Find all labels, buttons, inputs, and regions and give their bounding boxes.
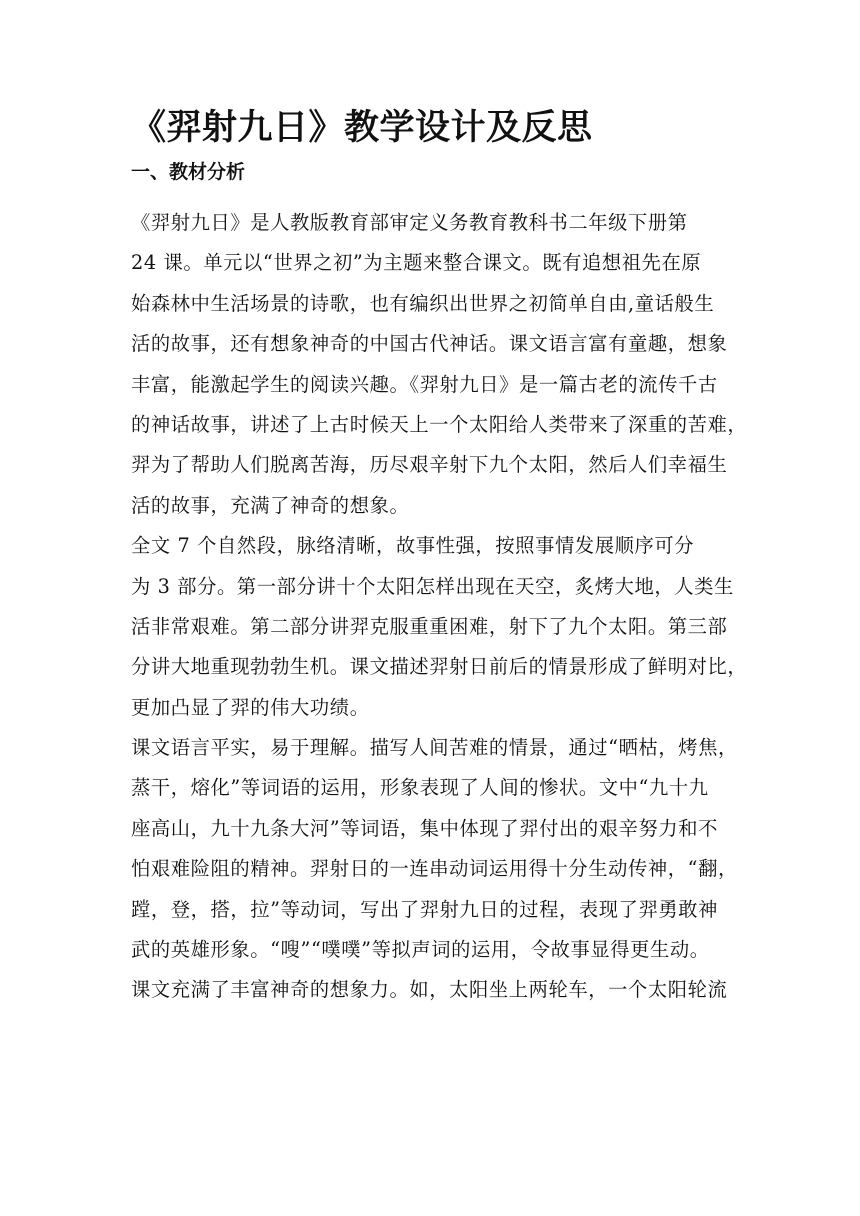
text-line: 丰富，能激起学生的阅读兴趣。《羿射九日》是一篇古老的流传千古 [131, 372, 718, 396]
text-line: 更加凸显了羿的伟大功绩。 [131, 695, 370, 719]
text-line: 羿为了帮助人们脱离苦海，历尽艰辛射下九个太阳，然后人们幸福生 [131, 453, 728, 477]
text-line: 24 课。单元以“世界之初”为主题来整合课文。既有追想祖先在原 [131, 251, 702, 275]
text-line: 课文语言平实，易于理解。描写人间苦难的情景，通过“晒枯，烤焦， [131, 736, 738, 760]
text-line: 座高山，九十九条大河”等词语，集中体现了羿付出的艰辛努力和不 [131, 816, 719, 840]
text-line: 活的故事，还有想象神奇的中国古代神话。课文语言富有童趣，想象 [131, 332, 728, 356]
text-line: 始森林中生活场景的诗歌，也有编织出世界之初简单自由,童话般生 [131, 291, 715, 315]
text-line: 的神话故事，讲述了上古时候天上一个太阳给人类带来了深重的苦难， [131, 412, 748, 436]
text-line: 全文 7 个自然段，脉络清晰，故事性强，按照事情发展顺序可分 [131, 534, 695, 558]
section-heading: 一、教材分析 [131, 161, 246, 183]
text-line: 《羿射九日》是人教版教育部审定义务教育教科书二年级下册第 [131, 211, 688, 234]
text-line: 活非常艰难。第二部分讲羿克服重重困难，射下了九个太阳。第三部 [131, 614, 728, 638]
text-line: 怕艰难险阻的精神。羿射日的一连串动词运用得十分生动传神，“翻， [131, 857, 738, 881]
text-line: 活的故事，充满了神奇的想象。 [131, 493, 410, 517]
text-line: 蒸干，熔化”等词语的运用，形象表现了人间的惨状。文中“九十九 [131, 776, 709, 800]
document-title: 《羿射九日》教学设计及反思 [131, 107, 593, 148]
body-text [131, 203, 748, 1011]
text-line: 蹚，登，搭，拉”等动词，写出了羿射九日的过程，表现了羿勇敢神 [131, 897, 719, 921]
text-line: 分讲大地重现勃勃生机。课文描述羿射日前后的情景形成了鲜明对比， [131, 655, 748, 679]
text-line: 武的英雄形象。“嗖”“噗噗”等拟声词的运用，令故事显得更生动。 [131, 938, 710, 962]
text-line: 课文充满了丰富神奇的想象力。如，太阳坐上两轮车，一个太阳轮流 [131, 978, 728, 1002]
text-line: 为 3 部分。第一部分讲十个太阳怎样出现在天空，炙烤大地，人类生 [131, 574, 734, 598]
